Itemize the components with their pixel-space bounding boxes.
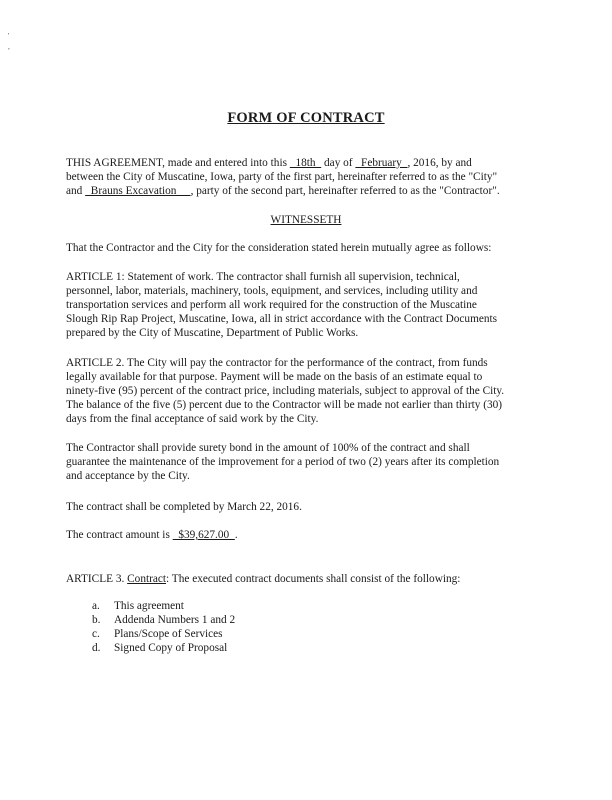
list-marker: d. [92,642,101,654]
article-3-text: : The executed contract documents shall consist of the following: [166,573,461,585]
agreement-text: , party of the second part, hereinafter referred to as the "Contractor". [190,185,500,197]
completion-paragraph [66,500,546,514]
agreement-text: day of [321,157,356,169]
agreement-line [66,184,546,198]
witnesseth-heading: WITNESSETH [270,214,342,226]
article-1-line: ARTICLE 1: Statement of work. The contractor shall furnish all supervision, technical, [66,271,460,283]
contract-amount: $39,627.00 [172,529,235,541]
intro-paragraph [66,241,546,255]
agreement-line: between the City of Muscatine, Iowa, party of the first part, hereinafter referred to as the "City" [66,171,498,183]
agreement-day: 18th [289,157,322,169]
completion-date-line: The contract shall be completed by March 22, 2016. [66,501,302,513]
contractor-name: Brauns Excavation [85,185,191,197]
article-2-line: days from the final acceptance of said work by the City. [66,413,319,425]
article-3-lead: ARTICLE 3. [66,573,128,585]
surety-paragraph [66,441,546,483]
agreement-text: and [66,185,86,197]
list-item-label: Signed Copy of Proposal [114,642,228,654]
article-2 [66,356,546,426]
article-1-line: transportation services and perform all work required for the construction of the Muscatine [66,299,477,311]
list-item-label: Addenda Numbers 1 and 2 [114,614,236,626]
surety-line: The Contractor shall provide surety bond in the amount of 100% of the contract and shall [66,442,470,454]
amount-line [66,528,546,542]
article-3 [66,572,546,586]
list-item [92,641,235,655]
article-3-heading: Contract [127,573,167,585]
article-2-line: ninety-five (95) percent of the contract price, including materials, subject to approval of the City. [66,385,505,397]
article-1-line: personnel, labor, materials, machinery, tools, equipment, and services, including utility and [66,285,478,297]
surety-line: and acceptance by the City. [66,470,190,482]
list-marker: c. [92,628,100,640]
amount-end: . [234,529,238,541]
list-item [92,627,235,641]
article-1-line: prepared by the City of Muscatine, Department of Public Works. [66,327,359,339]
amount-label: The contract amount is [66,529,173,541]
article-1 [66,270,546,340]
article-2-line: ARTICLE 2. The City will pay the contractor for the performance of the contract, from funds [66,357,488,369]
list-item [92,613,235,627]
agreement-line [66,156,546,170]
article-1-line: Slough Rip Rap Project, Muscatine, Iowa, all in strict accordance with the Contract Documents [66,313,498,325]
article-2-line: The balance of the five (5) percent due to the Contractor will be made not earlier than thirty (30) [66,399,503,411]
scan-speck: , [8,43,10,51]
agreement-paragraph [66,156,546,198]
list-marker: b. [92,614,101,626]
list-item-label: This agreement [114,600,184,612]
amount-paragraph [66,528,546,542]
surety-line: guarantee the maintenance of the improvement for a period of two (2) years after its completion [66,456,500,468]
agreement-text: THIS AGREEMENT, made and entered into this [66,157,290,169]
document-list [92,599,235,655]
agreement-text: , 2016, by and [407,157,472,169]
list-item [92,599,235,613]
agreement-month: February [355,157,408,169]
article-3-line [66,572,546,586]
document-title: FORM OF CONTRACT [227,110,385,126]
article-2-line: legally available for that purpose. Payment will be made on the basis of an estimate equal to [66,371,483,383]
list-marker: a. [92,600,100,612]
intro-line: That the Contractor and the City for the consideration stated herein mutually agree as follows: [66,242,492,254]
list-item-label: Plans/Scope of Services [114,628,223,640]
scan-speck: ' [8,32,10,40]
